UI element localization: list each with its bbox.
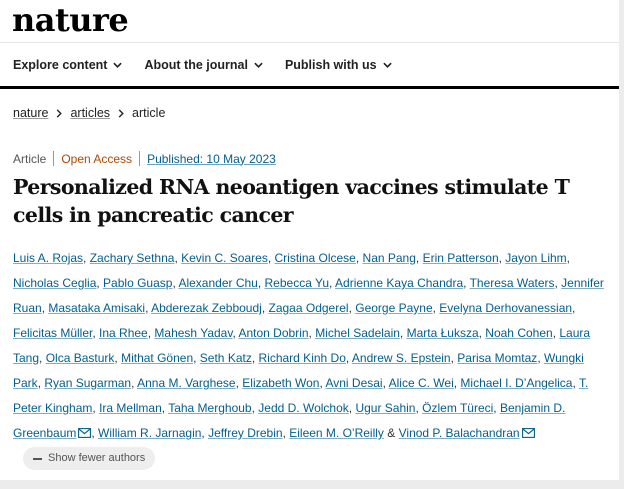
author-link[interactable]: Adrienne Kaya Chandra: [335, 276, 464, 290]
author-link[interactable]: Jeffrey Drebin: [208, 426, 283, 440]
author-link[interactable]: Zachary Sethna: [89, 251, 175, 265]
author-link[interactable]: Nicholas Ceglia: [13, 276, 97, 290]
author-link[interactable]: William R. Jarnagin: [98, 426, 202, 440]
bottom-gutter: [0, 480, 624, 489]
author-link[interactable]: Richard Kinh Do: [258, 351, 346, 365]
published-date-link[interactable]: Published: 10 May 2023: [147, 151, 276, 166]
author-link[interactable]: Jennifer Ruan: [13, 276, 604, 315]
header-rule: [0, 86, 619, 89]
header-divider: [0, 42, 619, 43]
show-fewer-authors-label: Show fewer authors: [48, 452, 146, 465]
author-link[interactable]: Eileen M. O’Reilly: [289, 426, 384, 440]
author-ampersand: &: [383, 426, 399, 440]
author-link[interactable]: Ina Rhee: [99, 326, 148, 340]
breadcrumb-home-link[interactable]: nature: [13, 106, 49, 120]
author-link[interactable]: Taha Merghoub: [168, 401, 252, 415]
author-link[interactable]: Anna M. Varghese: [137, 376, 236, 390]
email-icon[interactable]: [78, 422, 91, 432]
author-link[interactable]: Michel Sadelain: [315, 326, 400, 340]
chevron-right-icon: [56, 109, 62, 118]
author-link[interactable]: Olca Basturk: [45, 351, 115, 365]
author-link[interactable]: Avni Desai: [325, 376, 383, 390]
author-link[interactable]: Jayon Lihm: [505, 251, 567, 265]
author-link[interactable]: Cristina Olcese: [274, 251, 356, 265]
author-link[interactable]: Pablo Guasp: [103, 276, 173, 290]
chevron-down-icon: [113, 62, 122, 68]
article-type: Article: [13, 151, 47, 166]
author-link[interactable]: Luis A. Rojas: [13, 251, 84, 265]
article-title: Personalized RNA neoantigen vaccines stimulate T cells in pancreatic cancer: [13, 175, 570, 227]
nav-explore-content[interactable]: [13, 56, 122, 74]
breadcrumb: [13, 106, 165, 120]
author-link[interactable]: Vinod P. Balachandran: [398, 426, 520, 440]
meta-divider: [139, 151, 140, 166]
author-link[interactable]: Seth Katz: [199, 351, 252, 365]
author-link[interactable]: Zagaa Odgerel: [268, 301, 349, 315]
article-meta: [13, 151, 276, 166]
chevron-down-icon: [254, 62, 263, 68]
author-link[interactable]: Marta Łuksza: [406, 326, 479, 340]
nature-logo[interactable]: nature: [12, 1, 129, 39]
author-link[interactable]: Jedd D. Wolchok: [258, 401, 349, 415]
show-fewer-authors-button[interactable]: [23, 447, 155, 470]
author-link[interactable]: Ugur Sahin: [355, 401, 416, 415]
author-link[interactable]: Elizabeth Won: [242, 376, 320, 390]
minus-icon: [33, 458, 42, 460]
author-link[interactable]: Ryan Sugarman: [44, 376, 132, 390]
author-link[interactable]: Masataka Amisaki: [48, 301, 146, 315]
author-link[interactable]: Kevin C. Soares: [181, 251, 268, 265]
author-link[interactable]: Nan Pang: [362, 251, 416, 265]
author-link[interactable]: Parisa Momtaz: [457, 351, 538, 365]
nav-publish-with-us[interactable]: [285, 56, 392, 74]
nav-publish-with-us-label: Publish with us: [284, 58, 377, 72]
author-link[interactable]: Rebecca Yu: [264, 276, 330, 290]
author-link[interactable]: George Payne: [355, 301, 433, 315]
author-link[interactable]: Laura Tang: [13, 326, 591, 365]
author-link[interactable]: Alexander Chu: [178, 276, 258, 290]
chevron-right-icon: [118, 109, 124, 118]
author-list: Luis A. Rojas, Zachary Sethna, Kevin C. Soares, Cristina Olcese, Nan Pang, Erin Patterson, Jayon Lihm, Nicholas Ceglia, Pablo Guasp, Alexander Chu, Rebecca Yu, Adrienne Kaya Chandra, Theresa Waters, Jennifer Ruan, Masataka Amisaki, Abderezak Zebboudj, Zagaa Odgerel, George Payne, Evelyna Derhovanessian, Felicitas Müller, Ina Rhee, Mahesh Yadav, Anton Dobrin, Michel Sadelain, Marta Łuksza, Noah Cohen, Laura Tang, Olca Basturk, Mithat Gönen, Seth Katz, Richard Kinh Do, Andrew S. Epstein, Parisa Momtaz, Wungki Park, Ryan Sugarman, Anna M. Varghese, Elizabeth Won, Avni Desai, Alice C. Wei, Michael I. D’Angelica, T. Peter Kingham, Ira Mellman, Taha Merghoub, Jedd D. Wolchok, Ugur Sahin, Özlem Türeci, Benjamin D. Greenbaum , William R. Jarnagin, Jeffrey Drebin, Eileen M. O’Reilly & Vinod P. Balachandran Show fewer authors: [13, 246, 613, 471]
email-icon[interactable]: [522, 422, 535, 432]
author-link[interactable]: Wungki Park: [13, 351, 584, 390]
nav-about-journal[interactable]: [144, 56, 262, 74]
author-link[interactable]: Mithat Gönen: [121, 351, 194, 365]
author-link[interactable]: Abderezak Zebboudj: [151, 301, 262, 315]
author-link[interactable]: Felicitas Müller: [13, 326, 93, 340]
author-link[interactable]: Andrew S. Epstein: [351, 351, 451, 365]
breadcrumb-articles-link[interactable]: articles: [70, 106, 111, 120]
right-gutter: [619, 0, 624, 489]
author-link[interactable]: Alice C. Wei: [388, 376, 454, 390]
main-nav: [13, 56, 392, 74]
author-link[interactable]: T. Peter Kingham: [13, 376, 589, 415]
author-link[interactable]: Benjamin D. Greenbaum: [13, 401, 566, 440]
breadcrumb-current: article: [132, 106, 166, 120]
author-link[interactable]: Ira Mellman: [99, 401, 162, 415]
nav-explore-content-label: Explore content: [13, 58, 108, 72]
author-link[interactable]: Michael I. D’Angelica: [460, 376, 573, 390]
author-link[interactable]: Evelyna Derhovanessian: [439, 301, 573, 315]
author-link[interactable]: Theresa Waters: [469, 276, 555, 290]
author-link[interactable]: Mahesh Yadav: [154, 326, 233, 340]
chevron-down-icon: [383, 62, 392, 68]
author-link[interactable]: Noah Cohen: [485, 326, 553, 340]
author-link[interactable]: Özlem Türeci: [422, 401, 494, 415]
meta-divider: [53, 151, 54, 166]
open-access-label: Open Access: [61, 151, 133, 166]
nav-about-journal-label: About the journal: [144, 58, 248, 72]
author-link[interactable]: Erin Patterson: [422, 251, 499, 265]
author-link[interactable]: Anton Dobrin: [238, 326, 309, 340]
